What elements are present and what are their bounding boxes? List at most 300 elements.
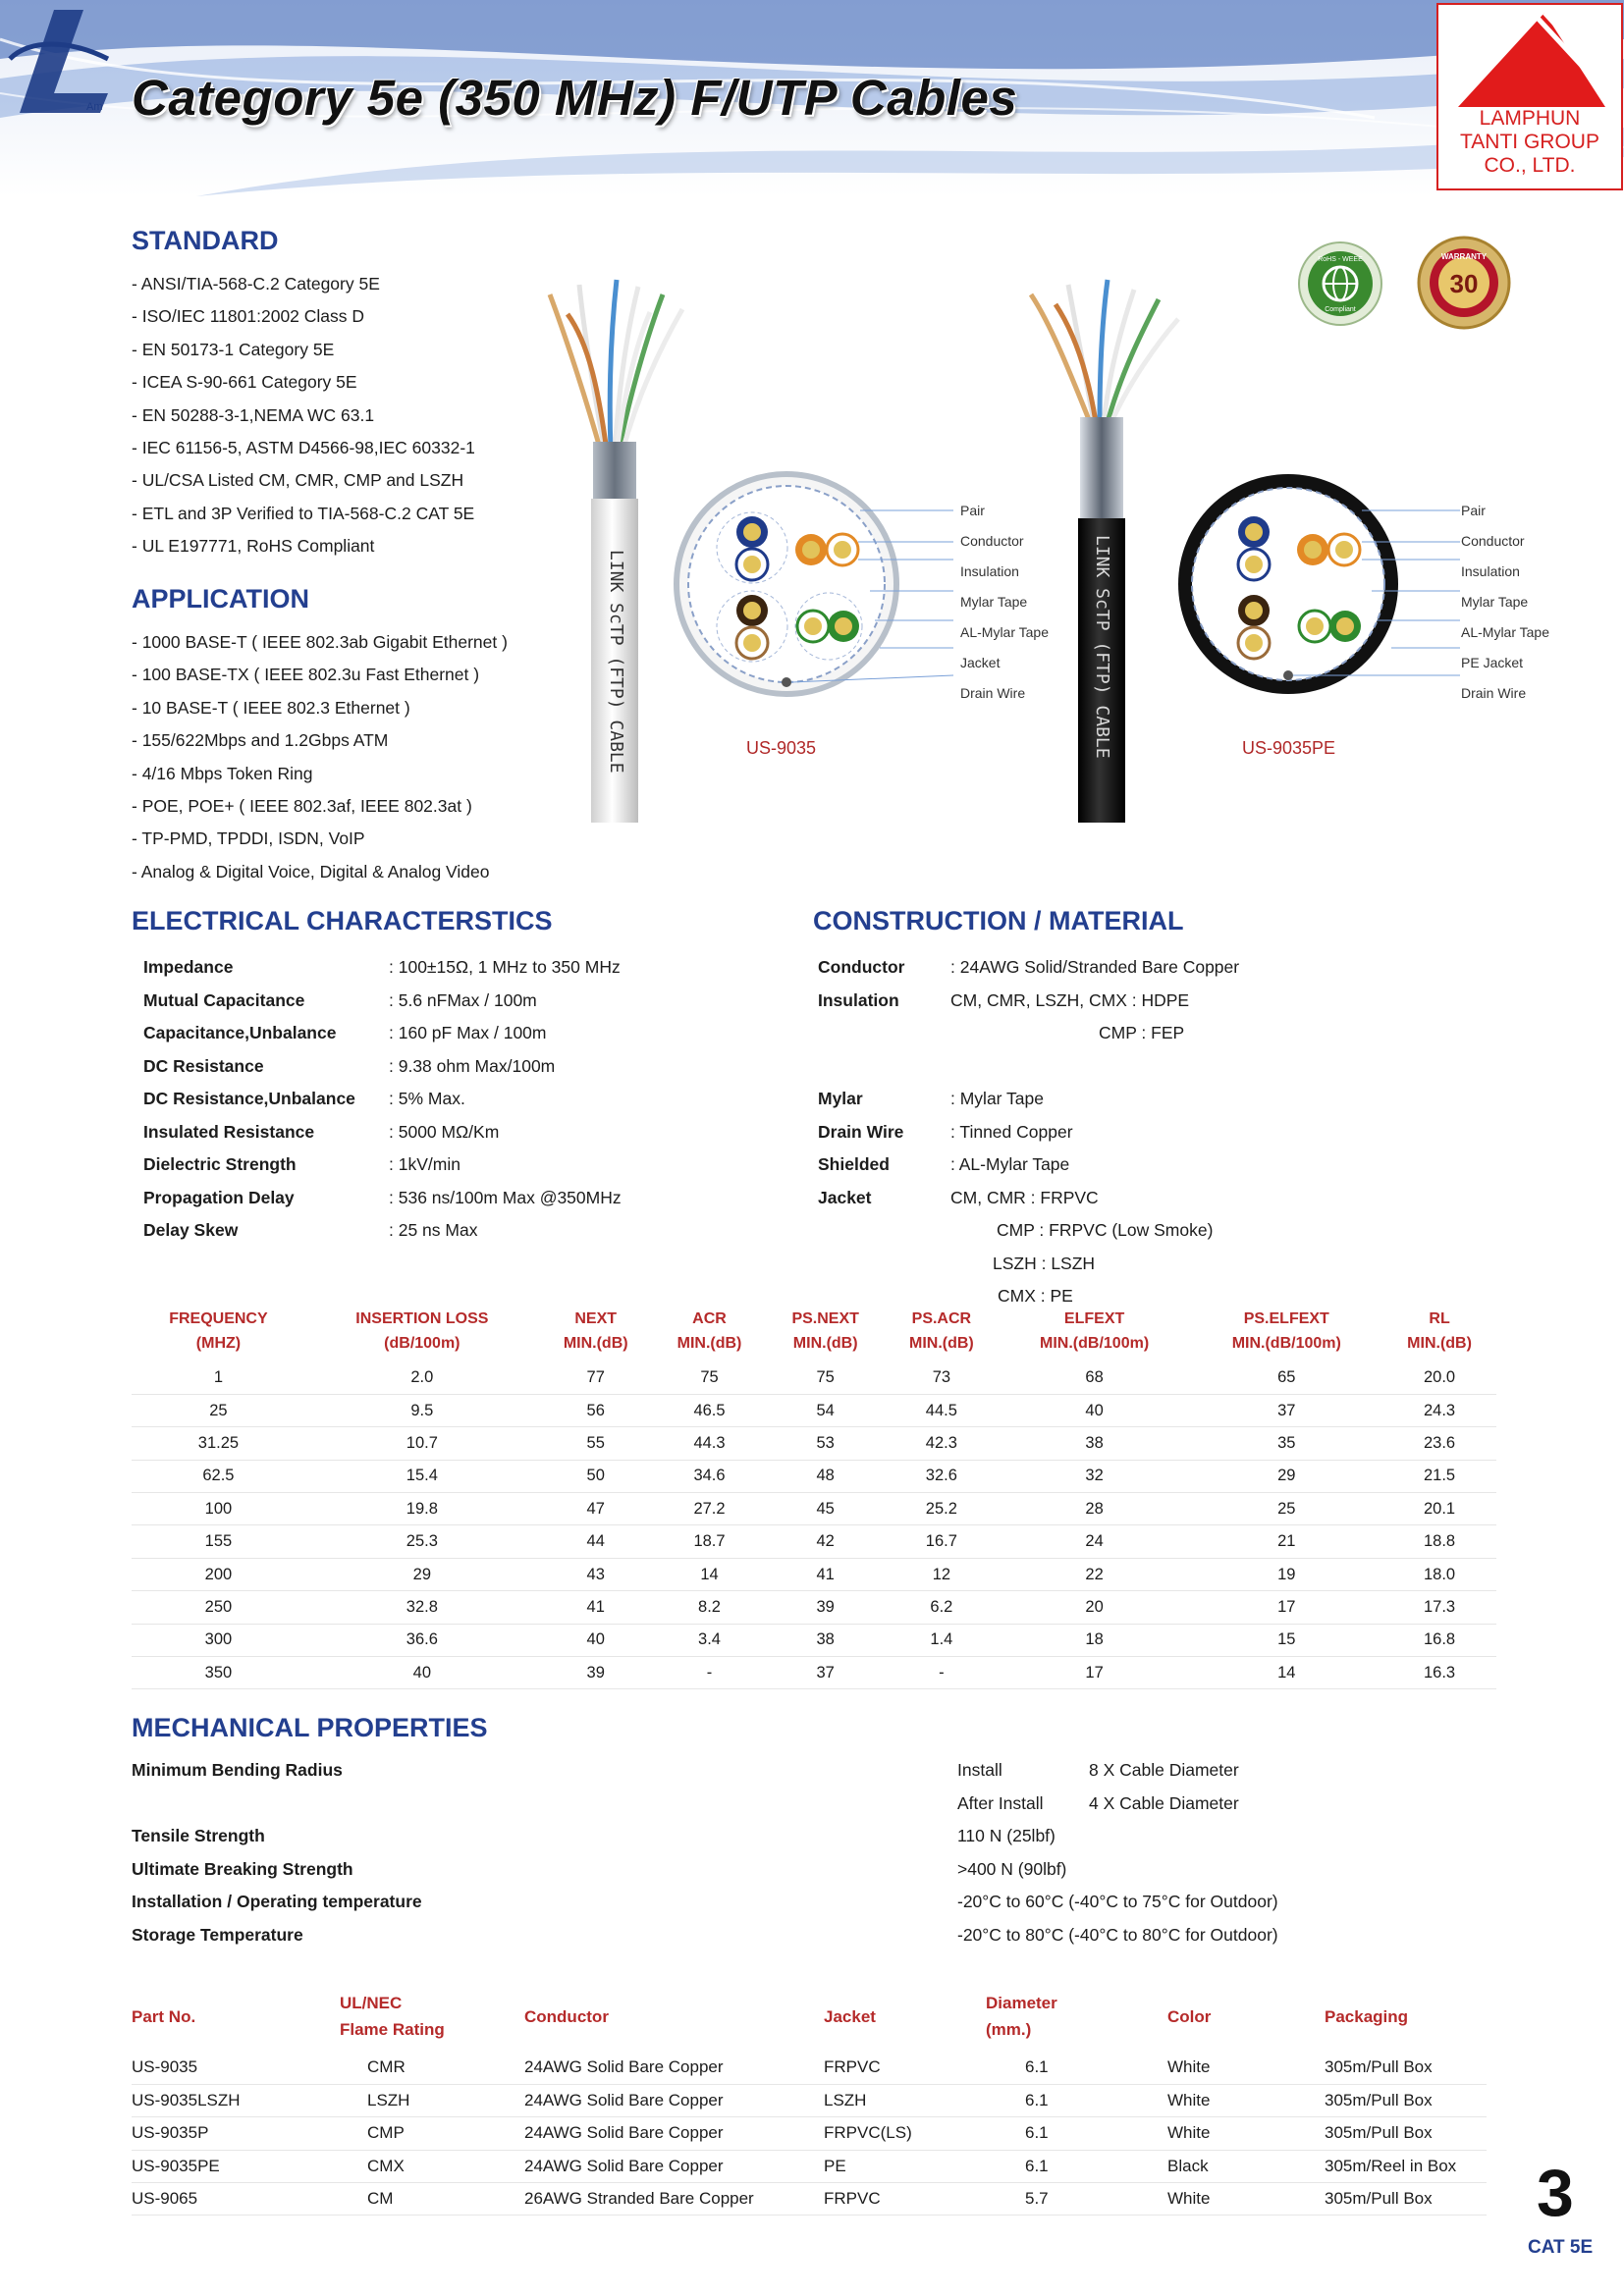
construction-heading: CONSTRUCTION / MATERIAL (813, 906, 1184, 935)
performance-cell: 21 (1190, 1525, 1382, 1558)
performance-header-cell (305, 1301, 539, 1362)
performance-cell: 250 (132, 1591, 305, 1624)
part-cell: FRPVC(LS) (824, 2117, 986, 2150)
part-cell: FRPVC (824, 2183, 986, 2216)
mechanical-value: Install (957, 1760, 1002, 1780)
legend-item: Insulation (1461, 563, 1520, 579)
performance-cell: 100 (132, 1493, 305, 1525)
header-line: (dB/100m) (384, 1335, 460, 1352)
model-label-us9035pe: US-9035PE (1242, 738, 1336, 758)
standard-item: - IEC 61156-5, ASTM D4566-98,IEC 60332-1 (132, 432, 475, 464)
application-item: - TP-PMD, TPDDI, ISDN, VoIP (132, 823, 508, 855)
electrical-label: Capacitance,Unbalance (143, 1023, 337, 1042)
performance-row (132, 1493, 1496, 1525)
part-cell: 305m/Pull Box (1325, 2117, 1487, 2150)
standard-list (132, 268, 475, 563)
performance-cell: 10.7 (305, 1427, 539, 1460)
performance-cell: 12 (885, 1558, 999, 1590)
performance-cell: - (885, 1657, 999, 1689)
construction-label: Jacket (818, 1187, 872, 1207)
performance-cell: 38 (999, 1427, 1191, 1460)
performance-cell: 32.6 (885, 1460, 999, 1492)
performance-cell: 18.7 (653, 1525, 767, 1558)
performance-cell: 53 (766, 1427, 885, 1460)
part-cell: Black (1167, 2150, 1325, 2182)
performance-cell: 39 (539, 1657, 653, 1689)
construction-value: CMX : PE (998, 1286, 1073, 1306)
electrical-row (143, 1083, 693, 1116)
part-table-body (132, 2052, 1487, 2216)
electrical-label: Delay Skew (143, 1220, 239, 1240)
performance-cell: 3.4 (653, 1624, 767, 1656)
performance-cell: 75 (766, 1362, 885, 1394)
performance-cell: 19 (1190, 1558, 1382, 1590)
performance-cell: 200 (132, 1558, 305, 1590)
performance-cell: 2.0 (305, 1362, 539, 1394)
part-row (132, 2183, 1487, 2216)
part-cell: White (1167, 2183, 1325, 2216)
header-line: MIN.(dB) (677, 1335, 742, 1352)
performance-cell: - (653, 1657, 767, 1689)
construction-table (818, 951, 1486, 1313)
cable-print-white: LINK ScTP (FTP) CABLE (606, 550, 626, 774)
header-line: PS.NEXT (791, 1310, 859, 1327)
construction-value: CM, CMR, LSZH, CMX : HDPE (950, 989, 1190, 1010)
standard-item: - ANSI/TIA-568-C.2 Category 5E (132, 268, 475, 300)
performance-cell: 16.8 (1382, 1624, 1496, 1656)
rohs-badge-label: RoHS - WEEE (1318, 256, 1363, 263)
electrical-label: Mutual Capacitance (143, 989, 305, 1010)
warranty-badge (1417, 236, 1511, 330)
performance-cell: 19.8 (305, 1493, 539, 1525)
construction-label: Shielded (818, 1154, 890, 1174)
dealer-name-line3: CO., LTD. (1484, 154, 1576, 177)
electrical-row (143, 1182, 693, 1215)
performance-cell: 37 (766, 1657, 885, 1689)
header-line: Diameter (986, 1994, 1057, 2012)
header-line: Flame Rating (340, 2020, 445, 2039)
electrical-value: : 1kV/min (389, 1154, 460, 1174)
header-line: NEXT (574, 1310, 618, 1327)
part-cell: 5.7 (986, 2183, 1167, 2216)
construction-row (818, 1214, 1486, 1248)
performance-cell: 41 (539, 1591, 653, 1624)
electrical-row (143, 1214, 693, 1248)
rohs-badge-sub: Compliant (1325, 306, 1356, 313)
electrical-label: Impedance (143, 957, 234, 977)
construction-label: Drain Wire (818, 1121, 904, 1142)
header-line: ACR (692, 1310, 727, 1327)
performance-cell: 25.3 (305, 1525, 539, 1558)
performance-cell: 29 (305, 1558, 539, 1590)
performance-header-cell (539, 1301, 653, 1362)
header-line: MIN.(dB) (1407, 1335, 1472, 1352)
part-cell: 24AWG Solid Bare Copper (524, 2084, 824, 2116)
cross-section-us9035 (674, 471, 958, 726)
performance-row (132, 1460, 1496, 1492)
part-cell: FRPVC (824, 2052, 986, 2084)
performance-row (132, 1591, 1496, 1624)
performance-cell: 1 (132, 1362, 305, 1394)
performance-table-body (132, 1362, 1496, 1689)
standard-item: - EN 50173-1 Category 5E (132, 334, 475, 366)
part-cell: White (1167, 2084, 1325, 2116)
mechanical-label: Ultimate Breaking Strength (132, 1858, 353, 1879)
legend-item: Conductor (960, 533, 1024, 549)
performance-cell: 42 (766, 1525, 885, 1558)
construction-value: LSZH : LSZH (993, 1253, 1096, 1273)
performance-cell: 1.4 (885, 1624, 999, 1656)
part-cell: 305m/Pull Box (1325, 2084, 1487, 2116)
application-item: - POE, POE+ ( IEEE 802.3af, IEEE 802.3at ) (132, 790, 508, 823)
model-label-us9035: US-9035 (746, 738, 817, 758)
performance-cell: 350 (132, 1657, 305, 1689)
performance-cell: 39 (766, 1591, 885, 1624)
part-header-cell (986, 1981, 1167, 2052)
rohs-badge (1297, 240, 1383, 327)
application-item: - 4/16 Mbps Token Ring (132, 758, 508, 790)
electrical-value: : 160 pF Max / 100m (389, 1023, 547, 1042)
part-number-table (132, 1981, 1487, 2216)
mechanical-label: Installation / Operating temperature (132, 1892, 422, 1911)
performance-cell: 22 (999, 1558, 1191, 1590)
mechanical-value-2: 8 X Cable Diameter (1089, 1760, 1239, 1780)
performance-cell: 48 (766, 1460, 885, 1492)
performance-cell: 24 (999, 1525, 1191, 1558)
part-row (132, 2150, 1487, 2182)
header-line: ELFEXT (1063, 1310, 1125, 1327)
electrical-value: : 5% Max. (389, 1089, 465, 1108)
performance-header-row (132, 1301, 1496, 1362)
electrical-heading: ELECTRICAL CHARACTERSTICS (132, 906, 553, 935)
performance-row (132, 1525, 1496, 1558)
part-cell: 26AWG Stranded Bare Copper (524, 2183, 824, 2216)
construction-value: CMP : FEP (1099, 1023, 1185, 1042)
page-category-tag: CAT 5E (1528, 2237, 1594, 2258)
dealer-name (1438, 107, 1621, 178)
performance-cell: 29 (1190, 1460, 1382, 1492)
part-cell: 305m/Reel in Box (1325, 2150, 1487, 2182)
application-item: - Analog & Digital Voice, Digital & Analog Video (132, 856, 508, 888)
page-title: Category 5e (350 MHz) F/UTP Cables (132, 70, 1018, 126)
header-banner (0, 0, 1624, 196)
application-item: - 100 BASE-TX ( IEEE 802.3u Fast Ethernet ) (132, 659, 508, 691)
part-cell: LSZH (824, 2084, 986, 2116)
header-line: (mm.) (986, 2020, 1032, 2039)
electrical-value: : 9.38 ohm Max/100m (389, 1055, 556, 1076)
performance-cell: 54 (766, 1394, 885, 1426)
part-cell: White (1167, 2052, 1325, 2084)
performance-cell: 47 (539, 1493, 653, 1525)
construction-value: : Mylar Tape (950, 1089, 1044, 1108)
header-line: INSERTION LOSS (355, 1310, 489, 1327)
legend-item: Mylar Tape (960, 594, 1028, 610)
construction-row (818, 1148, 1486, 1182)
performance-cell: 300 (132, 1624, 305, 1656)
construction-value: : AL-Mylar Tape (950, 1154, 1070, 1174)
electrical-label: Insulated Resistance (143, 1121, 315, 1142)
performance-cell: 42.3 (885, 1427, 999, 1460)
construction-row (818, 985, 1486, 1018)
construction-value: CM, CMR : FRPVC (950, 1187, 1099, 1207)
part-header-cell (1325, 1981, 1487, 2052)
construction-row (818, 1083, 1486, 1116)
performance-cell: 40 (539, 1624, 653, 1656)
electrical-row (143, 1050, 693, 1084)
part-cell: US-9035P (132, 2117, 340, 2150)
performance-header-cell (1382, 1301, 1496, 1362)
performance-cell: 44.5 (885, 1394, 999, 1426)
performance-cell: 25 (132, 1394, 305, 1426)
performance-row (132, 1657, 1496, 1689)
electrical-value: : 100±15Ω, 1 MHz to 350 MHz (389, 957, 621, 977)
part-table-header-row (132, 1981, 1487, 2052)
performance-cell: 6.2 (885, 1591, 999, 1624)
construction-row (818, 951, 1486, 985)
part-cell: CMR (340, 2052, 524, 2084)
cable-print-black: LINK ScTP (FTP) CABLE (1092, 535, 1112, 759)
performance-cell: 23.6 (1382, 1427, 1496, 1460)
performance-cell: 18 (999, 1624, 1191, 1656)
performance-cell: 8.2 (653, 1591, 767, 1624)
performance-cell: 17 (999, 1657, 1191, 1689)
standard-item: - EN 50288-3-1,NEMA WC 63.1 (132, 400, 475, 432)
part-cell: 6.1 (986, 2117, 1167, 2150)
mechanical-label: Storage Temperature (132, 1924, 303, 1945)
performance-cell: 16.3 (1382, 1657, 1496, 1689)
performance-cell: 25 (1190, 1493, 1382, 1525)
performance-cell: 36.6 (305, 1624, 539, 1656)
performance-row (132, 1624, 1496, 1656)
header-line: Conductor (524, 2006, 609, 2026)
header-line: MIN.(dB/100m) (1231, 1335, 1341, 1352)
link-brand-logo (0, 0, 118, 118)
performance-row (132, 1362, 1496, 1394)
construction-label: Mylar (818, 1089, 863, 1108)
legend-item: Drain Wire (1461, 685, 1527, 701)
performance-header-cell (132, 1301, 305, 1362)
part-header-cell (1167, 1981, 1325, 2052)
performance-cell: 32 (999, 1460, 1191, 1492)
performance-cell: 25.2 (885, 1493, 999, 1525)
performance-cell: 15.4 (305, 1460, 539, 1492)
electrical-row (143, 1017, 693, 1050)
performance-cell: 38 (766, 1624, 885, 1656)
performance-cell: 41 (766, 1558, 885, 1590)
drain-wire-dot (1283, 670, 1293, 680)
electrical-value: : 536 ns/100m Max @350MHz (389, 1187, 622, 1207)
legend-item: Mylar Tape (1461, 594, 1529, 610)
header-line: PS.ACR (911, 1310, 972, 1327)
electrical-value: : 5.6 nFMax / 100m (389, 989, 537, 1010)
performance-cell: 77 (539, 1362, 653, 1394)
performance-header-cell (999, 1301, 1191, 1362)
performance-cell: 46.5 (653, 1394, 767, 1426)
legend-item: Insulation (960, 563, 1019, 579)
performance-header-cell (766, 1301, 885, 1362)
construction-label: Conductor (818, 957, 905, 977)
part-cell: 305m/Pull Box (1325, 2052, 1487, 2084)
performance-cell: 34.6 (653, 1460, 767, 1492)
construction-row (818, 1017, 1486, 1050)
electrical-label: DC Resistance,Unbalance (143, 1089, 355, 1108)
dealer-name-line2: TANTI GROUP (1460, 131, 1599, 153)
performance-cell: 28 (999, 1493, 1191, 1525)
construction-row (818, 1116, 1486, 1149)
mechanical-heading: MECHANICAL PROPERTIES (132, 1713, 488, 1742)
part-row (132, 2052, 1487, 2084)
legend-item: AL-Mylar Tape (960, 624, 1050, 640)
performance-cell: 75 (653, 1362, 767, 1394)
standard-item: - ISO/IEC 11801:2002 Class D (132, 300, 475, 333)
performance-cell: 17 (1190, 1591, 1382, 1624)
performance-cell: 65 (1190, 1362, 1382, 1394)
mechanical-label: Tensile Strength (132, 1826, 265, 1845)
performance-header-cell (653, 1301, 767, 1362)
performance-table (132, 1301, 1496, 1689)
mechanical-row (132, 1919, 1310, 1952)
mechanical-value: -20°C to 80°C (-40°C to 80°C for Outdoor) (957, 1924, 1278, 1945)
header-line: RL (1429, 1310, 1450, 1327)
construction-row (818, 1182, 1486, 1215)
application-item: - 1000 BASE-T ( IEEE 802.3ab Gigabit Ethernet ) (132, 626, 508, 659)
cross-section-us9035pe (1170, 471, 1465, 726)
performance-cell: 27.2 (653, 1493, 767, 1525)
performance-cell: 45 (766, 1493, 885, 1525)
performance-row (132, 1427, 1496, 1460)
performance-cell: 44 (539, 1525, 653, 1558)
performance-cell: 14 (653, 1558, 767, 1590)
application-heading: APPLICATION (132, 584, 309, 614)
header-line: Packaging (1325, 2006, 1409, 2026)
standard-heading: STANDARD (132, 226, 279, 255)
mechanical-value: >400 N (90lbf) (957, 1858, 1067, 1879)
brand-tagline: Am (86, 101, 103, 113)
performance-row (132, 1394, 1496, 1426)
performance-cell: 14 (1190, 1657, 1382, 1689)
header-line: MIN.(dB) (792, 1335, 858, 1352)
performance-cell: 35 (1190, 1427, 1382, 1460)
part-cell: 24AWG Solid Bare Copper (524, 2117, 824, 2150)
performance-cell: 9.5 (305, 1394, 539, 1426)
dealer-logo-box (1436, 3, 1623, 190)
performance-cell: 18.0 (1382, 1558, 1496, 1590)
part-row (132, 2084, 1487, 2116)
construction-value: : 24AWG Solid/Stranded Bare Copper (950, 957, 1240, 977)
mechanical-value-2: 4 X Cable Diameter (1089, 1792, 1239, 1813)
part-cell: 24AWG Solid Bare Copper (524, 2052, 824, 2084)
construction-row (818, 1050, 1486, 1084)
legend-item: Jacket (960, 655, 1001, 670)
mechanical-row (132, 1788, 1310, 1821)
mechanical-value: After Install (957, 1792, 1044, 1813)
performance-cell: 55 (539, 1427, 653, 1460)
electrical-label: Dielectric Strength (143, 1154, 297, 1174)
performance-header-cell (1190, 1301, 1382, 1362)
performance-cell: 68 (999, 1362, 1191, 1394)
part-header-cell (824, 1981, 986, 2052)
header-line: MIN.(dB) (563, 1335, 628, 1352)
header-line: Jacket (824, 2006, 876, 2026)
part-cell: 6.1 (986, 2084, 1167, 2116)
dealer-name-line1: LAMPHUN (1479, 107, 1581, 130)
application-item: - 10 BASE-T ( IEEE 802.3 Ethernet ) (132, 692, 508, 724)
part-cell: 24AWG Solid Bare Copper (524, 2150, 824, 2182)
page-number: 3 (1537, 2156, 1574, 2230)
legend-item: Conductor (1461, 533, 1525, 549)
legend-item: AL-Mylar Tape (1461, 624, 1550, 640)
standard-item: - ETL and 3P Verified to TIA-568-C.2 CAT 5E (132, 498, 475, 530)
part-header-cell (524, 1981, 824, 2052)
performance-row (132, 1558, 1496, 1590)
performance-header-cell (885, 1301, 999, 1362)
electrical-row (143, 1148, 693, 1182)
part-row (132, 2117, 1487, 2150)
header-line: FREQUENCY (169, 1310, 268, 1327)
part-cell: LSZH (340, 2084, 524, 2116)
electrical-value: : 25 ns Max (389, 1220, 478, 1240)
part-cell: 6.1 (986, 2150, 1167, 2182)
application-list (132, 626, 508, 888)
header-line: PS.ELFEXT (1243, 1310, 1329, 1327)
mechanical-value: -20°C to 60°C (-40°C to 75°C for Outdoor) (957, 1892, 1278, 1911)
electrical-row (143, 985, 693, 1018)
warranty-label: WARRANTY (1440, 252, 1488, 261)
part-cell: US-9035 (132, 2052, 340, 2084)
performance-cell: 155 (132, 1525, 305, 1558)
performance-cell: 32.8 (305, 1591, 539, 1624)
performance-cell: 43 (539, 1558, 653, 1590)
header-line: Color (1167, 2006, 1212, 2026)
part-header-cell (132, 1981, 340, 2052)
warranty-years: 30 (1449, 269, 1479, 298)
part-cell: US-9035LSZH (132, 2084, 340, 2116)
legend-item: Pair (1461, 503, 1486, 518)
standard-item: - UL/CSA Listed CM, CMR, CMP and LSZH (132, 464, 475, 497)
legend-item: Pair (960, 503, 985, 518)
performance-cell: 62.5 (132, 1460, 305, 1492)
electrical-row (143, 1116, 693, 1149)
mechanical-row (132, 1820, 1310, 1853)
performance-cell: 15 (1190, 1624, 1382, 1656)
electrical-row (143, 951, 693, 985)
mechanical-label: Minimum Bending Radius (132, 1760, 343, 1780)
header-line: Part No. (132, 2006, 196, 2026)
header-line: (MHZ) (195, 1335, 242, 1352)
performance-cell: 40 (999, 1394, 1191, 1426)
part-header-cell (340, 1981, 524, 2052)
construction-value: CMP : FRPVC (Low Smoke) (997, 1220, 1214, 1240)
electrical-value: : 5000 MΩ/Km (389, 1121, 500, 1142)
mechanical-value: 110 N (25lbf) (957, 1826, 1056, 1845)
legend-item: Drain Wire (960, 685, 1026, 701)
construction-label: Insulation (818, 989, 899, 1010)
part-cell: 305m/Pull Box (1325, 2183, 1487, 2216)
header-line: MIN.(dB) (908, 1335, 974, 1352)
performance-cell: 73 (885, 1362, 999, 1394)
standard-item: - ICEA S-90-661 Category 5E (132, 366, 475, 399)
performance-cell: 18.8 (1382, 1525, 1496, 1558)
part-cell: CMP (340, 2117, 524, 2150)
performance-cell: 37 (1190, 1394, 1382, 1426)
cross-section-legend-us9035 (960, 496, 1049, 709)
mechanical-row (132, 1853, 1310, 1887)
cross-section-legend-us9035pe (1461, 496, 1549, 709)
electrical-label: Propagation Delay (143, 1187, 295, 1207)
header-line: UL/NEC (340, 1994, 403, 2012)
performance-cell: 17.3 (1382, 1591, 1496, 1624)
performance-cell: 50 (539, 1460, 653, 1492)
